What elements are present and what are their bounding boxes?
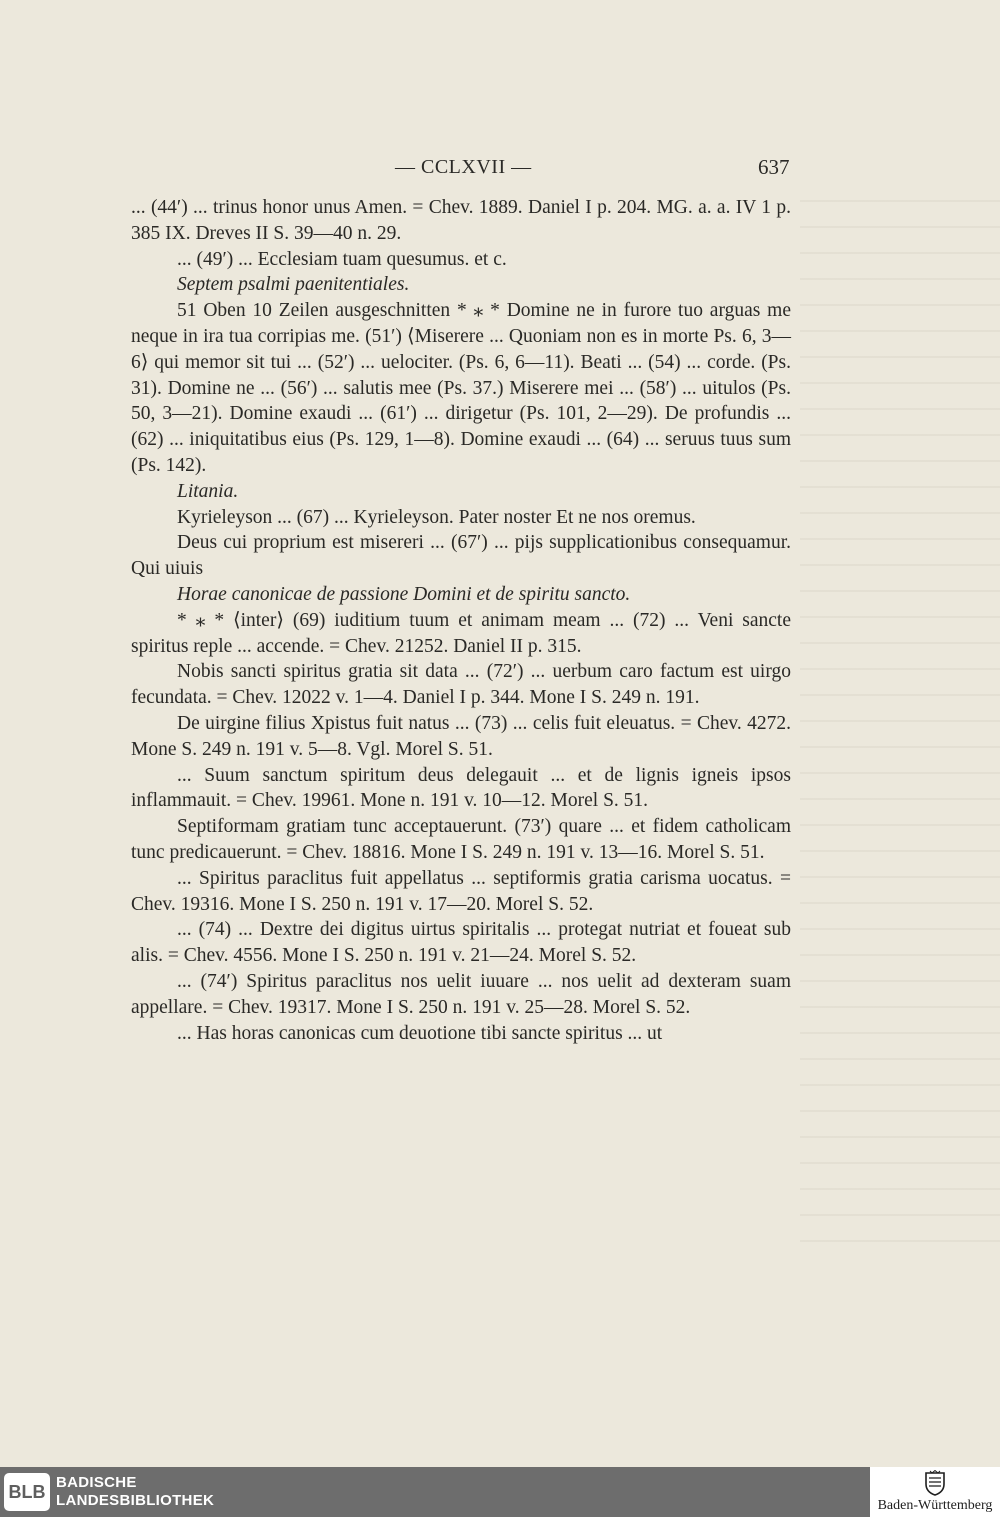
paragraph: ... (44′) ... trinus honor unus Amen. = Chev. 1889. Daniel I p. 204. MG. a. a. IV 1 p. 385 IX. Dreves II S. 39—40 n. 29. (131, 197, 791, 244)
library-name[interactable] (56, 1474, 214, 1510)
state-label: Baden-Württemberg (877, 1498, 993, 1513)
show-through-texture (800, 200, 1000, 1250)
section-heading: Litania. (177, 480, 239, 502)
paragraph: ... Spiritus paraclitus fuit appellatus ... septiformis gratia carisma uocatus. = Chev. 19316. Mone I S. 250 n. 191 v. 17—20. Morel S. 52. (131, 867, 791, 915)
blb-logo[interactable]: BLB (4, 1473, 50, 1511)
state-logo[interactable] (870, 1467, 1000, 1517)
paragraph: ... (74′) Spiritus paraclitus nos uelit iuuare ... nos uelit ad dexteram suam appellare. = Chev. 19317. Mone I S. 250 n. 191 v. 25—28. Morel S. 52. (131, 970, 791, 1018)
body-text (131, 195, 791, 1046)
paragraph: Kyrieleyson ... (67) ... Kyrieleyson. Pater noster Et ne nos oremus. (177, 506, 696, 528)
paragraph: De uirgine filius Xpistus fuit natus ... (73) ... celis fuit eleuatus. = Chev. 4272. Mone S. 249 n. 191 v. 5—8. Vgl. Morel S. 51. (131, 712, 791, 760)
paragraph: ... (49′) ... Ecclesiam tuam quesumus. et c. (177, 248, 507, 270)
running-head: — CCLXVII — (395, 156, 532, 178)
paragraph: * ⁎ * ⟨inter⟩ (69) iuditium tuum et animam meam ... (72) ... Veni sancte spiritus reple ... accende. = Chev. 21252. Daniel II p. 315. (131, 609, 791, 657)
paragraph: ... Suum sanctum spiritum deus delegauit ... et de lignis igneis ipsos inflammauit. = Chev. 19961. Mone n. 191 v. 10—12. Morel S. 51. (131, 764, 791, 812)
page-number: 637 (758, 155, 790, 179)
section-heading: Horae canonicae de passione Domini et de spiritu sancto. (177, 583, 631, 605)
paragraph: Deus cui proprium est misereri ... (67′) ... pijs supplicationibus consequamur. Qui uiuis (131, 532, 791, 580)
section-heading: Septem psalmi paenitentiales. (177, 274, 410, 296)
paragraph: Septiformam gratiam tunc acceptauerunt. (73′) quare ... et fidem catholicam tunc predicauerunt. = Chev. 18816. Mone I S. 249 n. 191 v. 13—16. Morel S. 51. (131, 816, 791, 863)
paragraph: 51 Oben 10 Zeilen ausgeschnitten * ⁎ * Domine ne in furore tuo arguas me neque in ira tua corripias me. (51′) ⟨Miserere ... Quoniam non es in morte Ps. 6, 3—6⟩ qui memor sit tui ... (52′) ... uelociter. (Ps. 6, 6—11). Beati ... (54) ... corde. (Ps. 31). Domine ne ... (56′) ... salutis mee (Ps. 37.) Miserere mei ... (58′) ... uitulos (Ps. 50, 3—21). Domine exaudi ... (61′) ... dirigetur (Ps. 101, 2—29). De profundis ... (62) ... iniquitatibus eius (Ps. 129, 1—8). Domine exaudi ... (64) ... seruus tuus sum (Ps. 142). (131, 300, 791, 476)
footer-bar (0, 1467, 1000, 1517)
paragraph: ... (74) ... Dextre dei digitus uirtus spiritalis ... protegat nutriat et foueat sub alis. = Chev. 4556. Mone I S. 250 n. 191 v. 21—24. Morel S. 52. (131, 919, 791, 967)
paragraph: ... Has horas canonicas cum deuotione tibi sancte spiritus ... ut (177, 1022, 663, 1044)
paragraph: Nobis sancti spiritus gratia sit data ... (72′) ... uerbum caro factum est uirgo fecundata. = Chev. 12022 v. 1—4. Daniel I p. 344. Mone I S. 249 n. 191. (131, 661, 791, 709)
library-name-line1: BADISCHE (56, 1474, 137, 1491)
library-name-line2: LANDESBIBLIOTHEK (56, 1492, 215, 1509)
coat-of-arms-icon (924, 1470, 946, 1496)
